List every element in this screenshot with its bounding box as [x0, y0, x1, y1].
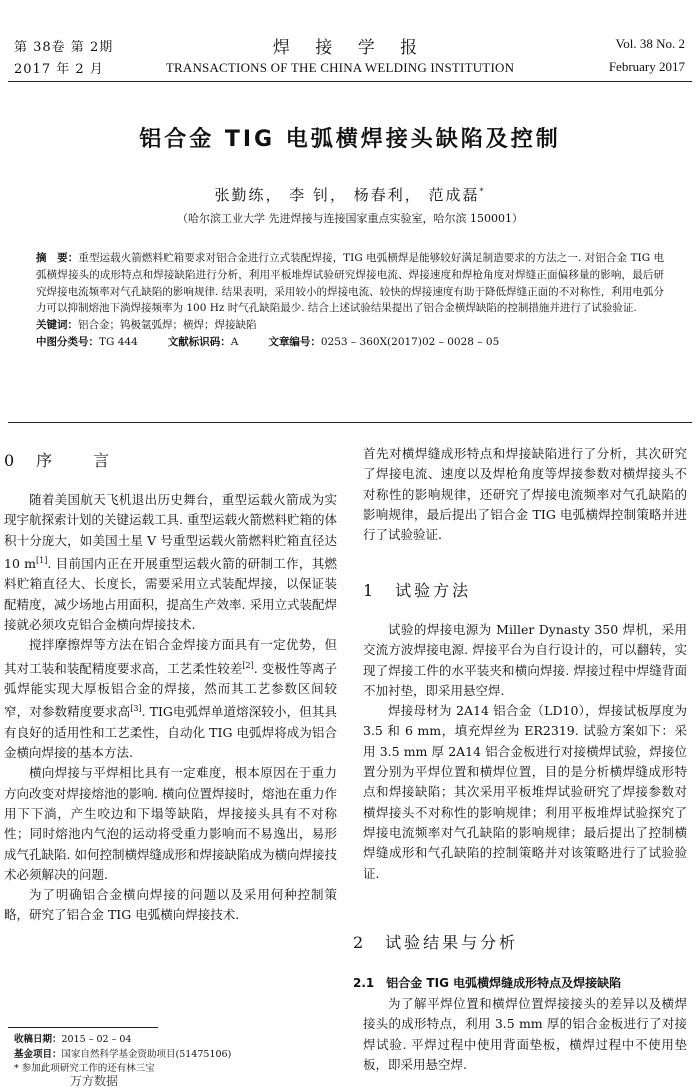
- doc-code-label: 文献标识码：: [167, 335, 231, 348]
- article-title: 铝合金 TIG 电弧横焊接头缺陷及控制: [139, 127, 561, 152]
- intro-paragraph-4: 为了明确铝合金横向焊接的问题以及采用何种控制策略，研究了铝合金 TIG 电弧横向焊接技术.: [4, 887, 337, 923]
- author-list: [0, 184, 700, 205]
- article-no-value: 0253 – 360X(2017)02 – 0028 – 05: [320, 335, 500, 348]
- volume-issue-en: Vol. 38 No. 2: [615, 36, 685, 51]
- left-column-body: [4, 490, 337, 926]
- fund-label: 基金项目：: [14, 1048, 62, 1060]
- abstract-rule: [8, 422, 692, 423]
- section-0-heading: 0 序 言: [4, 451, 113, 470]
- section-2-heading: 2 试验结果与分析: [353, 933, 519, 952]
- abstract-text: 重型运载火箭燃料贮箱要求对铝合金进行立式装配焊接，TIG 电弧横焊是能够较好满足制造要求的方法之一. 对铝合金 TIG 电弧横焊接头的成形特点和焊接缺陷进行分析，利用平板堆焊试验研究焊接电流、焊接速度和焊枪角度对焊缝正面偏移量的影响，最后研究焊接电流频率对气孔缺陷的影响规律. 结果表明，采用较小的焊接电流、较快的焊接速度有助于降低焊缝正面的不对称性，利用电弧分力可以抑制熔池下淌焊接频率为 100 Hz 时气孔缺陷最少. 结合上述试验结果提出了铝合金横焊缺陷的控制措施并进行了试验验证.: [36, 252, 665, 315]
- footnote-rule: [8, 1027, 158, 1028]
- fund-text: 国家自然科学基金资助项目(51475106): [61, 1048, 232, 1060]
- fund-line: [14, 1048, 334, 1063]
- clc-value: TG 444: [99, 335, 138, 348]
- right-intro: [363, 444, 687, 545]
- classification-line: [36, 334, 664, 351]
- section-1-heading: 1 试验方法: [363, 581, 472, 600]
- keywords-line: [36, 317, 664, 334]
- footnote-block: [14, 1033, 334, 1077]
- result-paragraph-1: 为了解平焊位置和横焊位置焊接接头的差异以及横焊接头的成形特点，利用 3.5 mm 厚的铝合金板进行了对接焊试验. 平焊过程中使用背面垫板，横焊过程中不使用垫板，即采用悬空焊.: [363, 996, 687, 1072]
- doc-code-value: A: [230, 335, 239, 348]
- keywords-label: 关键词：: [36, 319, 78, 332]
- header-rule: [8, 81, 692, 82]
- abstract-label: 摘 要：: [36, 252, 79, 264]
- received-label: 收稿日期：: [14, 1034, 62, 1045]
- keywords-text: 铝合金；钨极氩弧焊；横焊；焊接缺陷: [78, 319, 257, 332]
- method-paragraph-2: 焊接母材为 2A14 铝合金（LD10），焊接试板厚度为 3.5 和 6 mm，填充焊丝为 ER2319. 试验方案如下：采用 3.5 mm 厚 2A14 铝合金板进行对接横焊试验，焊接位置分别为平焊位置和横焊位置，目的是分析横焊缝成形特点和焊接缺陷；其次采用平板堆焊试验研究了焊接参数对横焊接头不对称性的影响规律；利用平板堆焊试验探究了焊接电流频率对气孔缺陷的影响规律；最后提出了控制横焊缝成形和气孔缺陷的控制策略并对该策略进行了试验验证.: [363, 703, 687, 881]
- clc-label: 中图分类号：: [36, 335, 99, 348]
- intro-continuation: 首先对横焊缝成形特点和焊接缺陷进行了分析，其次研究了焊接电流、速度以及焊枪角度等焊接参数对横焊接头不对称性的影响规律，还研究了焊接电流频率对气孔缺陷的影响规律，最后提出了铝合金 TIG 电弧横焊控制策略并进行了试验验证.: [363, 446, 687, 543]
- date-en: February 2017: [608, 59, 685, 74]
- intro-paragraph-1: 随着美国航天飞机退出历史舞台，重型运载火箭成为实现宇航探索计划的关键运载工具. 重型运载火箭燃料贮箱的体积十分庞大，如美国土星 V 号重型运载火箭燃料贮箱直径达 10 m[1]. 目前国内正在开展重型运载火箭的研制工作，其燃料贮箱直径大、长度长，需要采用立式装配焊接，以保证装配精度，减少场地占用面积，提高生产效率. 采用立式装配焊接就必须攻克铝合金横向焊接技术.: [4, 492, 338, 632]
- method-body: [363, 620, 687, 884]
- journal-name-en: TRANSACTIONS OF THE CHINA WELDING INSTITUTION: [165, 60, 515, 75]
- author-mark: *: [479, 187, 486, 196]
- method-paragraph-1: 试验的焊接电源为 Miller Dynasty 350 焊机，采用交流方波焊接电源. 焊接平台为自行设计的，可以翻转，实现了焊接工件的水平装夹和横向焊接. 焊接过程中焊缝背面不加衬垫，即采用悬空焊.: [363, 622, 687, 698]
- received-line: [14, 1033, 334, 1048]
- watermark: 万方数据: [70, 1074, 119, 1088]
- abstract-paragraph: [36, 250, 664, 317]
- intro-paragraph-2: 搅拌摩擦焊等方法在铝合金焊接方面具有一定优势，但其对工装和装配精度要求高，工艺柔性较差[2]. 变极性等离子弧焊能实现大厚板铝合金的焊接，然而其工艺参数区间较窄，对参数精度要求高[3]. TIG电弧焊单道熔深较小，但其具有良好的适用性和工艺柔性，自动化 TIG 电弧焊将成为铝合金横向焊接的基本方法.: [4, 637, 337, 761]
- date-cn: 2017 年 2 月: [14, 62, 104, 77]
- result-body: [363, 994, 687, 1075]
- volume-issue-cn: 第 38卷 第 2期: [14, 40, 114, 55]
- affiliation: （哈尔滨工业大学 先进焊接与连接国家重点实验室，哈尔滨 150001）: [177, 212, 523, 225]
- subsection-2-1-heading: 2.1 铝合金 TIG 电弧横焊缝成形特点及焊接缺陷: [353, 976, 622, 990]
- abstract-block: [36, 250, 664, 351]
- intro-paragraph-3: 横向焊接与平焊相比具有一定难度，根本原因在于重力方向改变对焊接熔池的影响. 横向位置焊接时，熔池在重力作用下下淌，产生咬边和下塌等缺陷，焊接接头具有不对称性；同时熔池内气泡的运动将受重力影响而不易逸出，易形成气孔缺陷. 如何控制横焊缝成形和焊接缺陷成为横向焊接技术必须解决的问题.: [4, 765, 337, 882]
- footnote-note: * 参加此项研究工作的还有林三宝: [14, 1063, 155, 1074]
- journal-name-cn: 焊 接 学 报: [272, 38, 428, 58]
- authors-text: 张勤练， 李 钊， 杨春利， 范成磊: [214, 186, 480, 204]
- received-date: 2015 – 02 – 04: [61, 1034, 132, 1045]
- article-no-label: 文章编号：: [268, 335, 321, 348]
